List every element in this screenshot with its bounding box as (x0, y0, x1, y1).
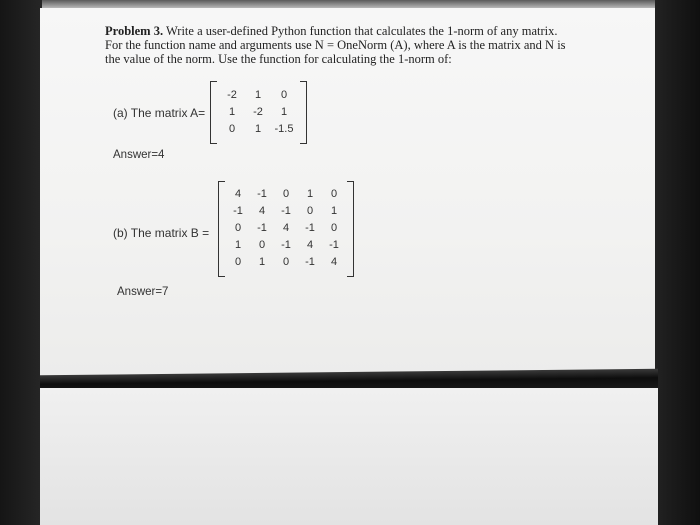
right-bracket (347, 181, 354, 277)
matrix-cell: 4 (330, 255, 338, 268)
matrix-cell: -1 (257, 221, 267, 234)
matrix-cell: 0 (234, 255, 242, 268)
matrix-cell: 4 (282, 221, 290, 234)
left-bezel (0, 0, 42, 525)
matrix-a-grid (219, 86, 297, 137)
matrix-cell: -2 (227, 88, 237, 101)
matrix-cell: 0 (282, 255, 290, 268)
right-bracket (300, 81, 307, 144)
matrix-cell: 1 (258, 255, 266, 268)
problem-statement (105, 24, 575, 66)
matrix-row (226, 219, 346, 236)
matrix-cell: 0 (306, 204, 314, 217)
paper-page (40, 8, 655, 380)
problem-heading: Problem 3. (105, 24, 164, 38)
matrix-cell: -1 (281, 204, 291, 217)
matrix-row (219, 120, 297, 137)
matrix-cell: 1 (254, 88, 262, 101)
matrix-row (219, 86, 297, 103)
matrix-cell: 4 (258, 204, 266, 217)
matrix-row (226, 253, 346, 270)
matrix-row (226, 185, 346, 202)
matrix-b-label: (b) The matrix B = (113, 226, 210, 240)
matrix-cell: -1 (305, 255, 315, 268)
matrix-cell: -1 (233, 204, 243, 217)
matrix-row (226, 202, 346, 219)
matrix-cell: -1 (305, 221, 315, 234)
answer-a: Answer=4 (113, 149, 165, 161)
matrix-cell: 0 (330, 221, 338, 234)
matrix-cell: -2 (253, 105, 263, 118)
matrix-b (218, 181, 354, 277)
matrix-b-grid (226, 185, 346, 270)
matrix-cell: 1 (228, 105, 236, 118)
matrix-cell: 0 (228, 122, 236, 135)
matrix-cell: 4 (234, 187, 242, 200)
problem-text: Write a user-defined Python function that calculates the 1-norm of any matrix. For the function name and arguments use N = OneNorm (A), where A is the matrix and N is the value of the norm. Use the function for calculating the 1-norm of: (105, 24, 566, 66)
matrix-cell: 0 (282, 187, 290, 200)
matrix-cell: 4 (306, 238, 314, 251)
matrix-cell: -1 (329, 238, 339, 251)
matrix-a (210, 81, 307, 144)
left-bracket (210, 81, 217, 144)
matrix-cell: -1 (257, 187, 267, 200)
left-bracket (218, 181, 225, 277)
right-bezel (655, 0, 700, 525)
answer-b: Answer=7 (117, 286, 169, 298)
matrix-cell: 0 (280, 88, 288, 101)
matrix-cell: 1 (254, 122, 262, 135)
matrix-cell: 1 (234, 238, 242, 251)
matrix-cell: 1 (280, 105, 288, 118)
matrix-a-label: (a) The matrix A= (113, 106, 206, 120)
next-page (40, 388, 658, 525)
matrix-cell: -1 (281, 238, 291, 251)
matrix-cell: -1.5 (274, 122, 294, 135)
matrix-cell: 1 (306, 187, 314, 200)
matrix-cell: 0 (330, 187, 338, 200)
matrix-row (226, 236, 346, 253)
matrix-cell: 0 (234, 221, 242, 234)
matrix-cell: 0 (258, 238, 266, 251)
matrix-cell: 1 (330, 204, 338, 217)
matrix-row (219, 103, 297, 120)
